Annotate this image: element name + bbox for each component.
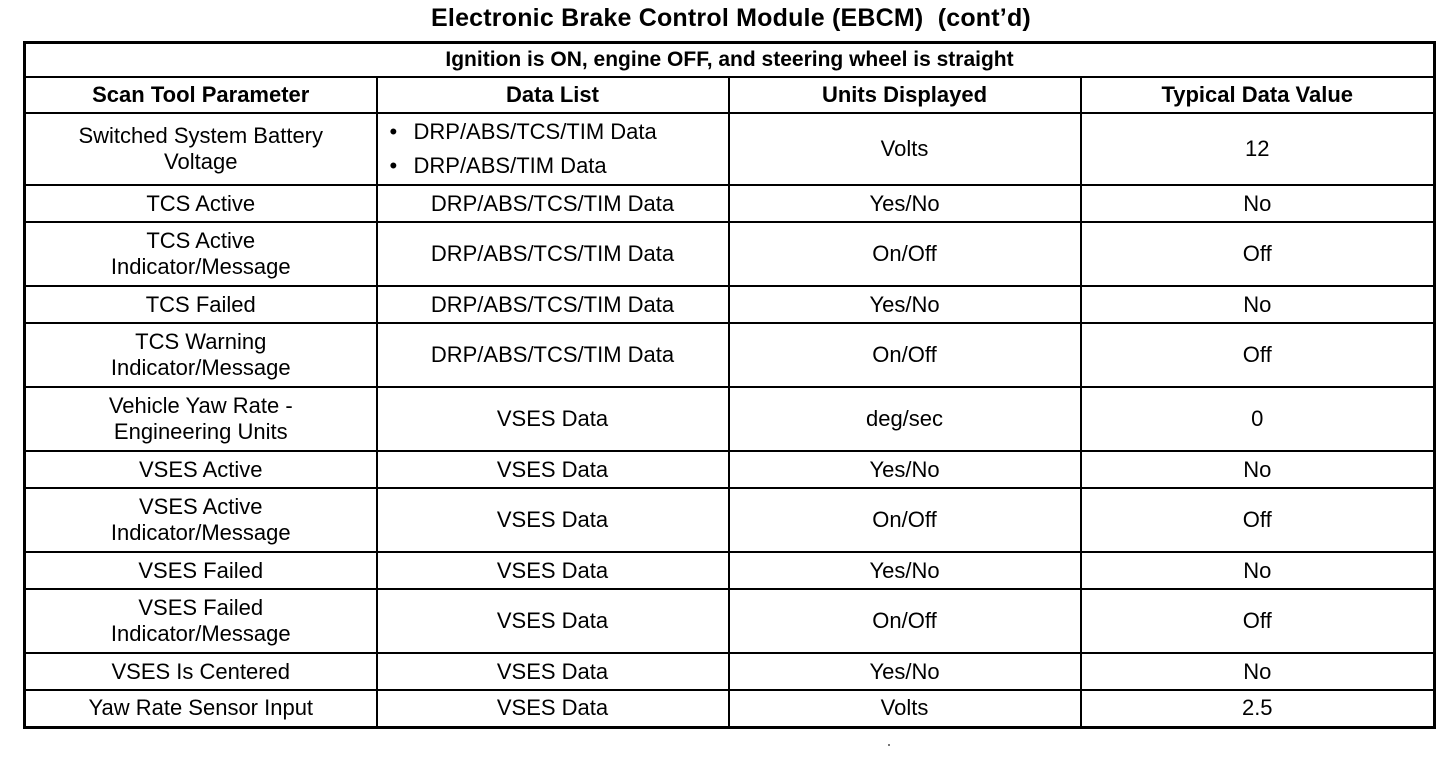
parameter-line: Indicator/Message [110,254,291,279]
bullet-icon: • [389,153,398,178]
cell-typical-value: Off [1081,488,1435,552]
data-list-item [389,149,724,183]
data-list-text: VSES Data [496,695,609,721]
parameter-line: Voltage [164,149,238,174]
table-body [25,113,1435,727]
cell-units: Volts [729,690,1081,727]
cell-units: Yes/No [729,552,1081,589]
test-condition: Ignition is ON, engine OFF, and steering wheel is straight [25,43,1435,78]
table-row [25,488,1435,552]
parameter-line: Indicator/Message [110,621,291,646]
cell-parameter [25,589,377,653]
cell-typical-value: No [1081,185,1435,222]
data-list-item [389,115,724,149]
cell-parameter [25,286,377,323]
cell-parameter [25,552,377,589]
cell-typical-value: No [1081,552,1435,589]
parameter-line: Indicator/Message [110,355,291,380]
cell-data-list [377,552,729,589]
cell-typical-value: Off [1081,323,1435,387]
data-list-text: VSES Data [496,557,609,583]
parameter-line: Indicator/Message [110,520,291,545]
cell-parameter [25,185,377,222]
data-list-text: DRP/ABS/TCS/TIM Data [413,119,657,144]
cell-parameter [25,387,377,451]
data-list-text: DRP/ABS/TCS/TIM Data [430,291,675,317]
table-row [25,222,1435,286]
cell-data-list [377,653,729,690]
cell-data-list [377,323,729,387]
condition-row [25,43,1435,78]
cell-data-list [377,387,729,451]
cell-data-list [377,222,729,286]
cell-typical-value: 12 [1081,113,1435,185]
parameter-line: VSES Failed [138,557,264,583]
cell-units: Yes/No [729,653,1081,690]
table-row [25,653,1435,690]
table-row [25,323,1435,387]
cell-units: On/Off [729,488,1081,552]
scan-speck [888,744,890,746]
parameter-line: Vehicle Yaw Rate - [108,393,293,418]
table-row [25,451,1435,488]
cell-data-list [377,451,729,488]
cell-parameter [25,488,377,552]
cell-parameter [25,653,377,690]
data-list-text: VSES Data [496,406,609,431]
data-list-text: DRP/ABS/TIM Data [413,153,607,178]
data-list-text: VSES Data [496,608,609,633]
cell-units: Yes/No [729,185,1081,222]
parameter-line: TCS Active [146,228,256,253]
cell-units: deg/sec [729,387,1081,451]
cell-units: On/Off [729,222,1081,286]
cell-data-list [377,185,729,222]
table-row [25,286,1435,323]
cell-typical-value: Off [1081,589,1435,653]
parameter-line: TCS Failed [145,291,256,317]
parameter-line: TCS Warning [135,329,267,354]
table-row [25,589,1435,653]
table-row [25,552,1435,589]
parameter-line: Switched System Battery [78,123,324,148]
data-list-text: VSES Data [496,456,609,482]
cell-data-list [377,286,729,323]
cell-typical-value: No [1081,653,1435,690]
cell-data-list [377,488,729,552]
cell-units: Yes/No [729,451,1081,488]
cell-units: On/Off [729,589,1081,653]
parameter-line: VSES Active [138,494,263,519]
cell-units: Volts [729,113,1081,185]
data-list-text: VSES Data [496,658,609,684]
parameter-line: VSES Active [138,456,263,482]
column-header-parameter: Scan Tool Parameter [25,77,377,113]
data-list-text: VSES Data [496,507,609,532]
cell-parameter [25,113,377,185]
cell-data-list [377,589,729,653]
data-list-text: DRP/ABS/TCS/TIM Data [430,342,675,367]
cell-parameter [25,222,377,286]
cell-units: On/Off [729,323,1081,387]
cell-parameter [25,323,377,387]
cell-typical-value: 2.5 [1081,690,1435,727]
table-row [25,185,1435,222]
cell-units: Yes/No [729,286,1081,323]
cell-data-list [377,113,729,185]
cell-typical-value: No [1081,286,1435,323]
column-header-units: Units Displayed [729,77,1081,113]
parameter-line: VSES Failed [138,595,264,620]
cell-data-list [377,690,729,727]
data-list-text: DRP/ABS/TCS/TIM Data [430,190,675,216]
bullet-icon: • [389,119,398,144]
header-row [25,77,1435,113]
cell-typical-value: Off [1081,222,1435,286]
table-row [25,113,1435,185]
cell-parameter [25,451,377,488]
ebcm-data-table [23,41,1436,729]
cell-parameter [25,690,377,727]
cell-typical-value: No [1081,451,1435,488]
document-title: Electronic Brake Control Module (EBCM) (cont’d) [431,4,1031,32]
table-row [25,387,1435,451]
parameter-line: VSES Is Centered [111,658,291,684]
table-row [25,690,1435,727]
parameter-line: Yaw Rate Sensor Input [88,695,314,721]
parameter-line: Engineering Units [113,419,288,444]
column-header-data-list: Data List [377,77,729,113]
column-header-typical-value: Typical Data Value [1081,77,1435,113]
data-list-bullets [382,115,724,183]
cell-typical-value: 0 [1081,387,1435,451]
data-list-text: DRP/ABS/TCS/TIM Data [430,241,675,266]
parameter-line: TCS Active [146,190,256,216]
